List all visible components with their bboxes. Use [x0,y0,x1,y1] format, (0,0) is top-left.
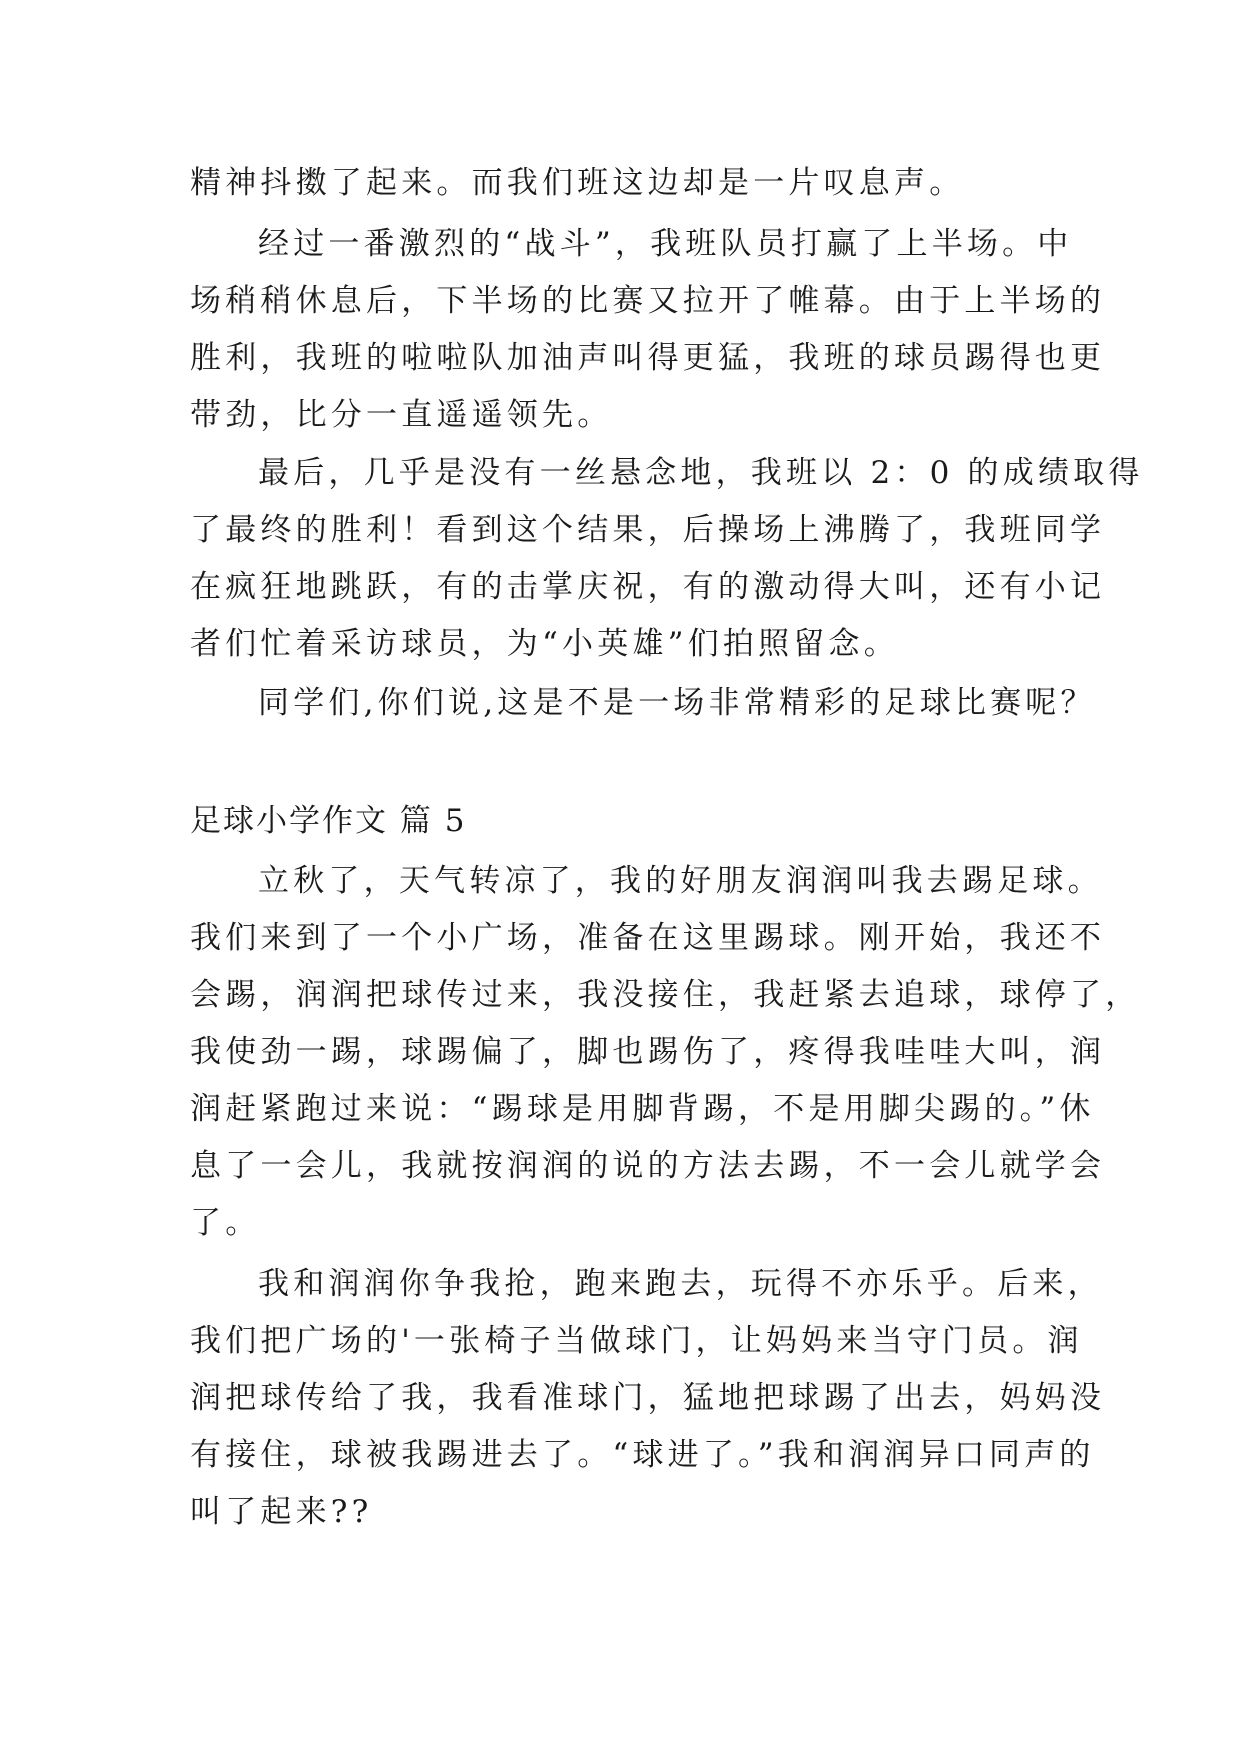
text-line: 胜利，我班的啦啦队加油声叫得更猛，我班的球员踢得也更 [190,340,1106,376]
paragraph-first-line: 我和润润你争我抢，跑来跑去，玩得不亦乐乎。后来， [258,1266,1103,1302]
text-line: 我们把广场的'一张椅子当做球门，让妈妈来当守门员。润 [190,1323,1083,1359]
text-line: 会踢，润润把球传过来，我没接住，我赶紧去追球，球停了， [190,977,1141,1013]
text-line: 了最终的胜利！看到这个结果，后操场上沸腾了，我班同学 [190,512,1106,548]
paragraph-first-line: 同学们,你们说,这是不是一场非常精彩的足球比赛呢？ [258,685,1096,721]
text-line: 者们忙着采访球员，为“小英雄”们拍照留念。 [190,626,899,662]
text-line: 场稍稍休息后，下半场的比赛又拉开了帷幕。由于上半场的 [190,283,1106,319]
text-line: 叫了起来?? [190,1494,373,1530]
text-line: 了。 [190,1205,261,1241]
text-line: 我们来到了一个小广场，准备在这里踢球。刚开始，我还不 [190,920,1106,956]
text-line: 润赶紧跑过来说：“踢球是用脚背踢，不是用脚尖踢的。”休 [190,1091,1095,1127]
paragraph-first-line: 经过一番激烈的“战斗”，我班队员打赢了上半场。中 [258,226,1073,262]
paragraph-first-line: 立秋了，天气转凉了，我的好朋友润润叫我去踢足球。 [258,863,1103,899]
text-line: 我使劲一踢，球踢偏了，脚也踢伤了，疼得我哇哇大叫，润 [190,1034,1106,1070]
text-line: 带劲，比分一直遥遥领先。 [190,397,613,433]
paragraph-first-line: 最后，几乎是没有一丝悬念地，我班以 2：0 的成绩取得 [258,455,1144,491]
text-line: 精神抖擞了起来。而我们班这边却是一片叹息声。 [190,165,965,201]
text-line: 在疯狂地跳跃，有的击掌庆祝，有的激动得大叫，还有小记 [190,569,1106,605]
text-line: 息了一会儿，我就按润润的说的方法去踢，不一会儿就学会 [190,1148,1106,1184]
text-line: 有接住，球被我踢进去了。“球进了。”我和润润异口同声的 [190,1437,1095,1473]
section-heading: 足球小学作文 篇 5 [190,803,467,839]
text-line: 润把球传给了我，我看准球门，猛地把球踢了出去，妈妈没 [190,1380,1106,1416]
